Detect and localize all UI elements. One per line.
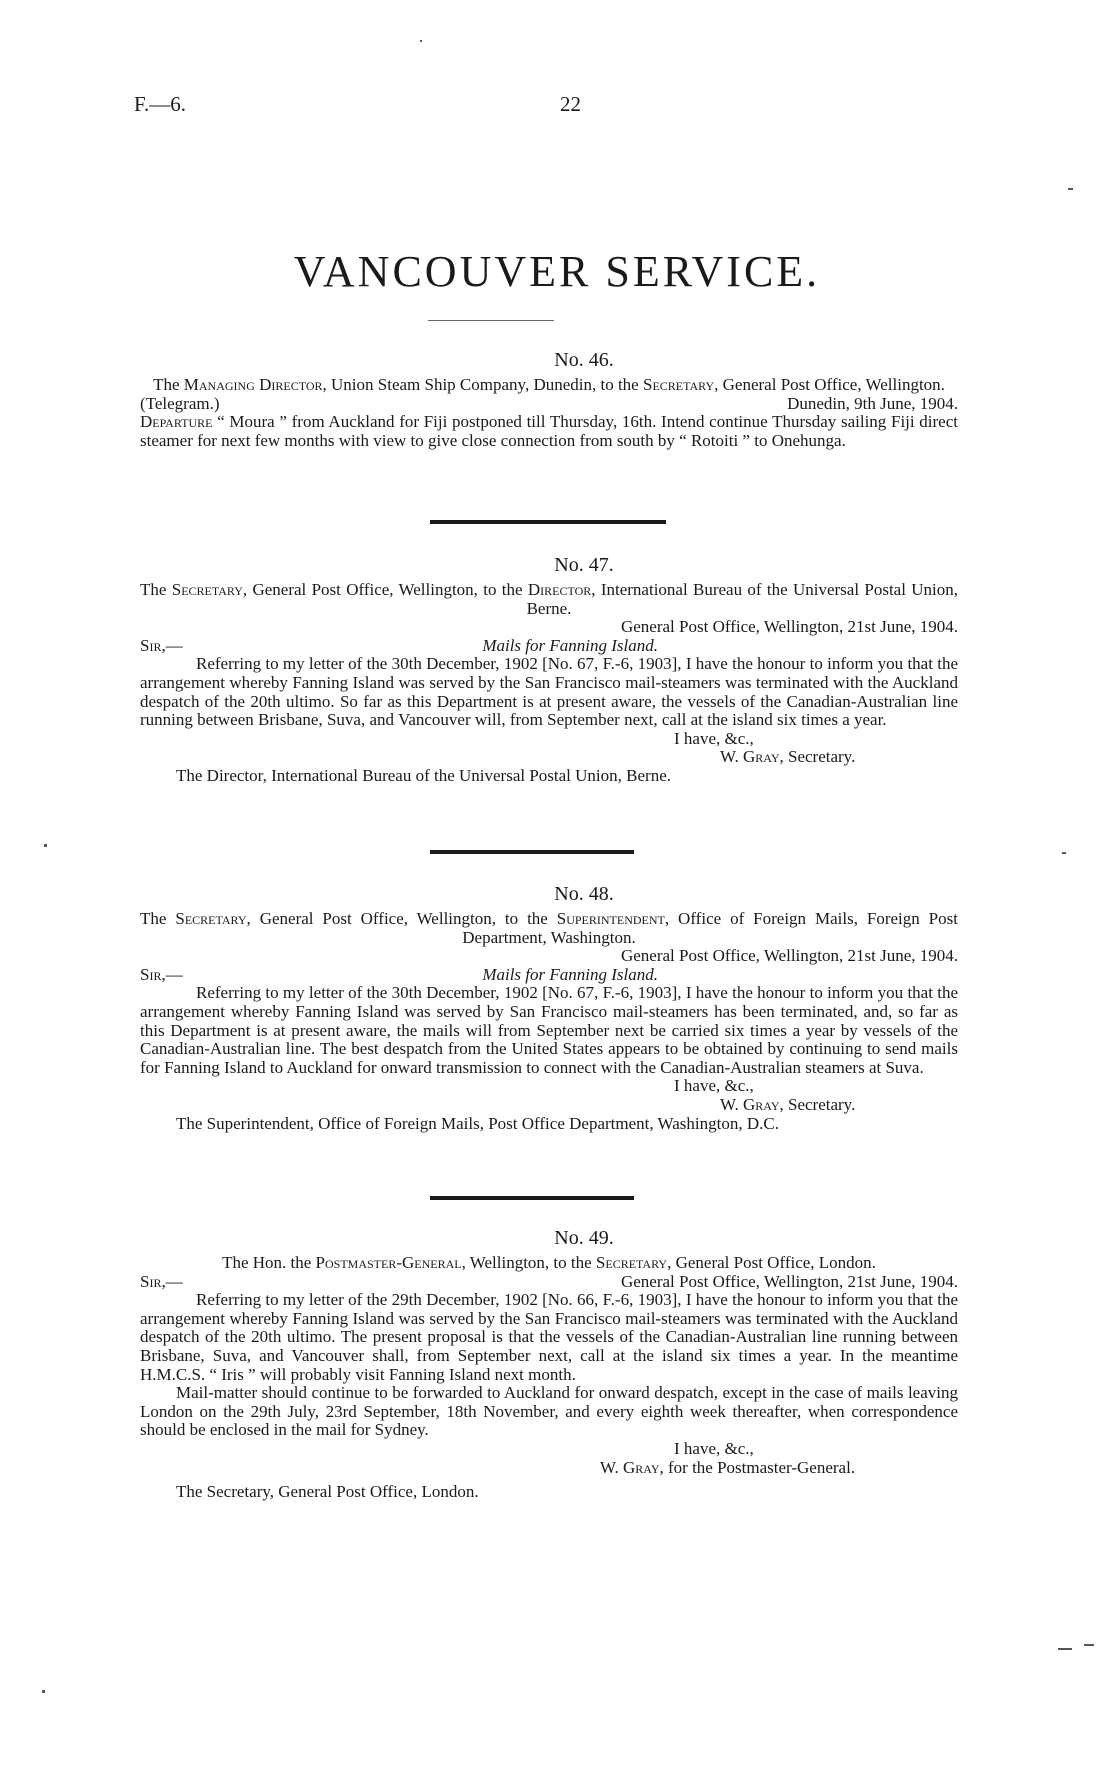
letter-body: Referring to my letter of the 29th December, 1902 [No. 66, F.-6, 1903], I have the honour to inform you that the arrangement whereby Fanning Island was served by the San Francisco mail-steamers was terminated with the Auckland despatch of the 20th ultimo. The present proposal is that the vessels of the Canadian-Australian line running between Brisbane, Suva, and Vancouver shall, from September next, call at the island six times a year. In the meantime H.M.C.S. “ Iris ” will probably visit Fanning Island next month. bbox=[140, 1290, 958, 1384]
salutation-line bbox=[140, 1273, 958, 1292]
scan-speck bbox=[420, 40, 422, 42]
scan-speck bbox=[1062, 852, 1066, 854]
closing: I have, &c., bbox=[674, 1438, 754, 1458]
telegram-label: (Telegram.) bbox=[140, 393, 220, 413]
scan-speck bbox=[44, 844, 47, 847]
closing: I have, &c., bbox=[674, 728, 754, 748]
page-title: VANCOUVER SERVICE. bbox=[293, 247, 821, 296]
item-47 bbox=[140, 553, 958, 786]
section-separator bbox=[430, 520, 666, 524]
title-rule bbox=[428, 320, 554, 321]
telegram-line bbox=[140, 395, 958, 414]
signature: W. Gray, Secretary. bbox=[720, 747, 856, 767]
signature: W. Gray, for the Postmaster-General. bbox=[600, 1457, 856, 1477]
scan-speck bbox=[1058, 1648, 1072, 1650]
item-heading: The Secretary, General Post Office, Wellington, to the Director, International Bureau of the Universal Postal Union, Berne. bbox=[140, 580, 958, 618]
item-number: No. 48. bbox=[554, 883, 614, 905]
letter-body: Referring to my letter of the 30th December, 1902 [No. 67, F.-6, 1903], I have the honour to inform you that the arrangement whereby Fanning Island was served by the San Francisco mail-steamers was terminated with the Auckland despatch of the 20th ultimo. So far as this Department is at present aware, the vessels of the Canadian-Australian line running between Brisbane, Suva, and Vancouver will, from September next, call at the island six times a year. bbox=[140, 654, 958, 730]
item-46 bbox=[140, 348, 958, 450]
subject-line: Mails for Fanning Island. bbox=[482, 964, 658, 984]
salutation-line bbox=[140, 637, 958, 656]
place-date: General Post Office, Wellington, 21st June, 1904. bbox=[620, 1271, 958, 1291]
scan-speck bbox=[42, 1690, 45, 1693]
addressee: The Secretary, General Post Office, London. bbox=[176, 1482, 479, 1502]
addressee: The Director, International Bureau of the Universal Postal Union, Berne. bbox=[176, 765, 672, 785]
item-number: No. 49. bbox=[554, 1227, 614, 1249]
subject-line: Mails for Fanning Island. bbox=[482, 635, 658, 655]
salutation: Sir,— bbox=[140, 635, 183, 655]
item-number: No. 47. bbox=[554, 554, 614, 576]
signature: W. Gray, Secretary. bbox=[720, 1094, 856, 1114]
item-heading: The Secretary, General Post Office, Wellington, to the Superintendent, Office of Foreign Mails, Foreign Post Department, Washington. bbox=[140, 909, 958, 947]
salutation-line bbox=[140, 966, 958, 985]
scan-speck bbox=[1084, 1644, 1094, 1646]
item-number: No. 46. bbox=[554, 349, 614, 371]
item-heading: The Managing Director, Union Steam Ship Company, Dunedin, to the Secretary, General Post Office, Wellington. bbox=[153, 375, 945, 394]
item-heading: The Hon. the Postmaster-General, Wellington, to the Secretary, General Post Office, London. bbox=[222, 1253, 876, 1272]
page-number: 22 bbox=[560, 92, 581, 116]
salutation: Sir,— bbox=[140, 1271, 183, 1291]
salutation: Sir,— bbox=[140, 964, 183, 984]
addressee: The Superintendent, Office of Foreign Mails, Post Office Department, Washington, D.C. bbox=[176, 1113, 779, 1133]
scan-speck bbox=[1068, 188, 1073, 190]
letter-body: Referring to my letter of the 30th December, 1902 [No. 67, F.-6, 1903], I have the honour to inform you that the arrangement whereby Fanning Island was served by San Francisco mail-steamers has been terminated, and, so far as this Department is at present aware, the mails will from September next be carried six times a year by vessels of the Canadian-Australian line. The best despatch from the United States appears to be obtained by continuing to send mails for Fanning Island to Auckland for onward transmission to connect with the Canadian-Australian steamers at Suva. bbox=[140, 983, 958, 1077]
section-separator bbox=[430, 850, 634, 854]
item-49 bbox=[140, 1226, 958, 1502]
place-date: Dunedin, 9th June, 1904. bbox=[787, 393, 958, 413]
telegram-body: Departure “ Moura ” from Auckland for Fiji postponed till Thursday, 16th. Intend continue Thursday sailing Fiji direct steamer for next few months with view to give close connection from south by “ Rotoiti ” to Onehunga. bbox=[140, 412, 958, 450]
place-date: General Post Office, Wellington, 21st June, 1904. bbox=[620, 946, 958, 966]
letter-body-continued: Mail-matter should continue to be forwarded to Auckland for onward despatch, except in the case of mails leaving London on the 29th July, 23rd September, 18th November, and every eighth week thereafter, when correspondence should be enclosed in the mail for Sydney. bbox=[140, 1383, 958, 1440]
section-separator bbox=[430, 1196, 634, 1200]
document-reference: F.—6. bbox=[134, 92, 186, 116]
item-48 bbox=[140, 882, 958, 1133]
place-date: General Post Office, Wellington, 21st June, 1904. bbox=[620, 617, 958, 637]
closing: I have, &c., bbox=[674, 1076, 754, 1096]
